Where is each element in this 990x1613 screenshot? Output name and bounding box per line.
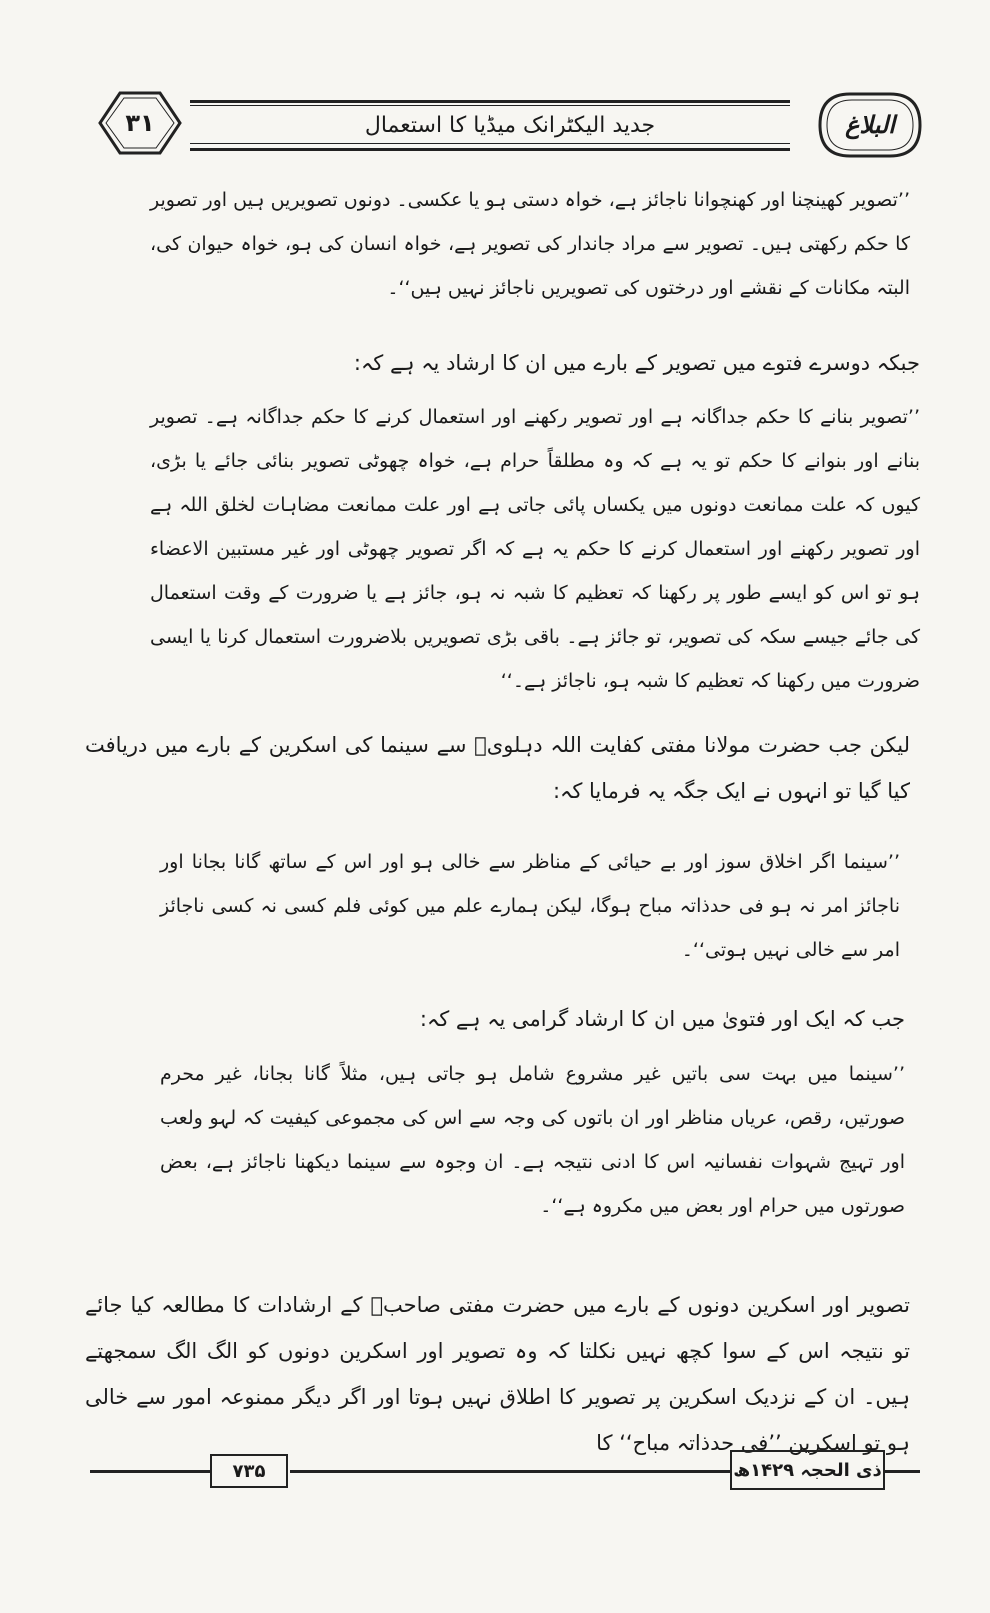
paragraph: جبکہ دوسرے فتوے میں تصویر کے بارے میں ان کا ارشاد یہ ہے کہ: [353, 351, 920, 375]
header-rule [190, 148, 790, 151]
footer-rule [90, 1470, 210, 1473]
magazine-logo [800, 88, 940, 162]
footer-rule [290, 1470, 730, 1473]
paragraph: لیکن جب حضرت مولانا مفتی کفایت اللہ دہلویؒ سے سینما کی اسکرین کے بارے میں دریافت کیا گیا تو انہوں نے ایک جگہ یہ فرمایا کہ: [85, 733, 910, 803]
quote-block: ’’تصویر کھینچنا اور کھنچوانا ناجائز ہے، خواہ دستی ہو یا عکسی۔ دونوں تصویریں ہیں اور تصویر کا حکم رکھتی ہیں۔ تصویر سے مراد جاندار کی تصویر ہے، خواہ انسان کی ہو، خواہ حیوان کی، البتہ مکانات کے نقشے اور درختوں کی تصویریں ناجائز نہیں ہیں‘‘۔ [150, 189, 910, 299]
quote-block: ’’سینما میں بہت سی باتیں غیر مشروع شامل ہو جاتی ہیں، مثلاً گانا بجانا، غیر محرم صورتیں، رقص، عریاں مناظر اور ان باتوں کی وجہ سے اس کی مجموعی کیفیت کہ لہو ولعب اور تہیج شہوات نفسانیہ اس کا ادنی نتیجہ ہے۔ ان وجوہ سے سینما دیکھنا ناجائز ہے، بعض صورتوں میں حرام اور بعض میں مکروہ ہے‘‘۔ [160, 1063, 905, 1217]
page-number: ۳۱ [125, 109, 155, 137]
quote-block: ’’سینما اگر اخلاق سوز اور بے حیائی کے مناظر سے خالی ہو اور اس کے ساتھ گانا بجانا اور ناجائز امر نہ ہو فی حدذاتہ مباح ہوگا، لیکن ہمارے علم میں کوئی فلم کسی نہ کسی ناجائز امر سے خالی نہیں ہوتی‘‘۔ [160, 851, 900, 961]
page-footer [90, 1448, 920, 1498]
logo-text: البلاغ [845, 111, 895, 139]
issue-date: ذی الحجہ ۱۴۲۹ھ [730, 1450, 885, 1490]
paragraph: تصویر اور اسکرین دونوں کے بارے میں حضرت مفتی صاحبؒ کے ارشادات کا مطالعہ کیا جائے تو نتیجہ اس کے سوا کچھ نہیں نکلتا کہ وہ تصویر اور اسکرین دونوں کو الگ الگ سمجھتے ہیں۔ ان کے نزدیک اسکرین پر تصویر کا اطلاق نہیں ہوتا اور اگر دیگر ممنوعہ امور سے خالی ہو تو اسکرین ’’فی حدذاتہ مباح‘‘ کا [85, 1293, 910, 1455]
page-number-badge [80, 88, 200, 158]
page-header [80, 88, 940, 168]
cumulative-page-number: ۷۳۵ [210, 1454, 288, 1488]
quote-block: ’’تصویر بنانے کا حکم جداگانہ ہے اور تصویر رکھنے اور استعمال کرنے کا حکم جداگانہ ہے۔ تصویر بنانے اور بنوانے کا حکم تو یہ ہے کہ وہ مطلقاً حرام ہے، خواہ چھوٹی تصویر بنائی جائے یا بڑی، کیوں کہ علت ممانعت دونوں میں یکساں پائی جاتی ہے اور علت ممانعت مضاہات لخلق اللہ ہے اور تصویر رکھنے اور استعمال کرنے کا حکم یہ ہے کہ اگر تصویر چھوٹی اور غیر مستبین الاعضاء ہو تو اس کو ایسے طور پر رکھنا کہ تعظیم کا شبہ نہ ہو، جائز ہے یا ضرورت کے وقت استعمال کی جائے جیسے سکہ کی تصویر، تو جائز ہے۔ باقی بڑی تصویریں بلاضرورت استعمال کرنا یا ایسی ضرورت میں رکھنا کہ تعظیم کا شبہ ہو، ناجائز ہے۔‘‘ [150, 406, 920, 692]
footer-rule [885, 1470, 920, 1473]
paragraph: جب کہ ایک اور فتویٰ میں ان کا ارشاد گرامی یہ ہے کہ: [419, 1007, 905, 1031]
header-rule [190, 100, 790, 103]
running-title: جدید الیکٹرانک میڈیا کا استعمال [364, 112, 656, 138]
